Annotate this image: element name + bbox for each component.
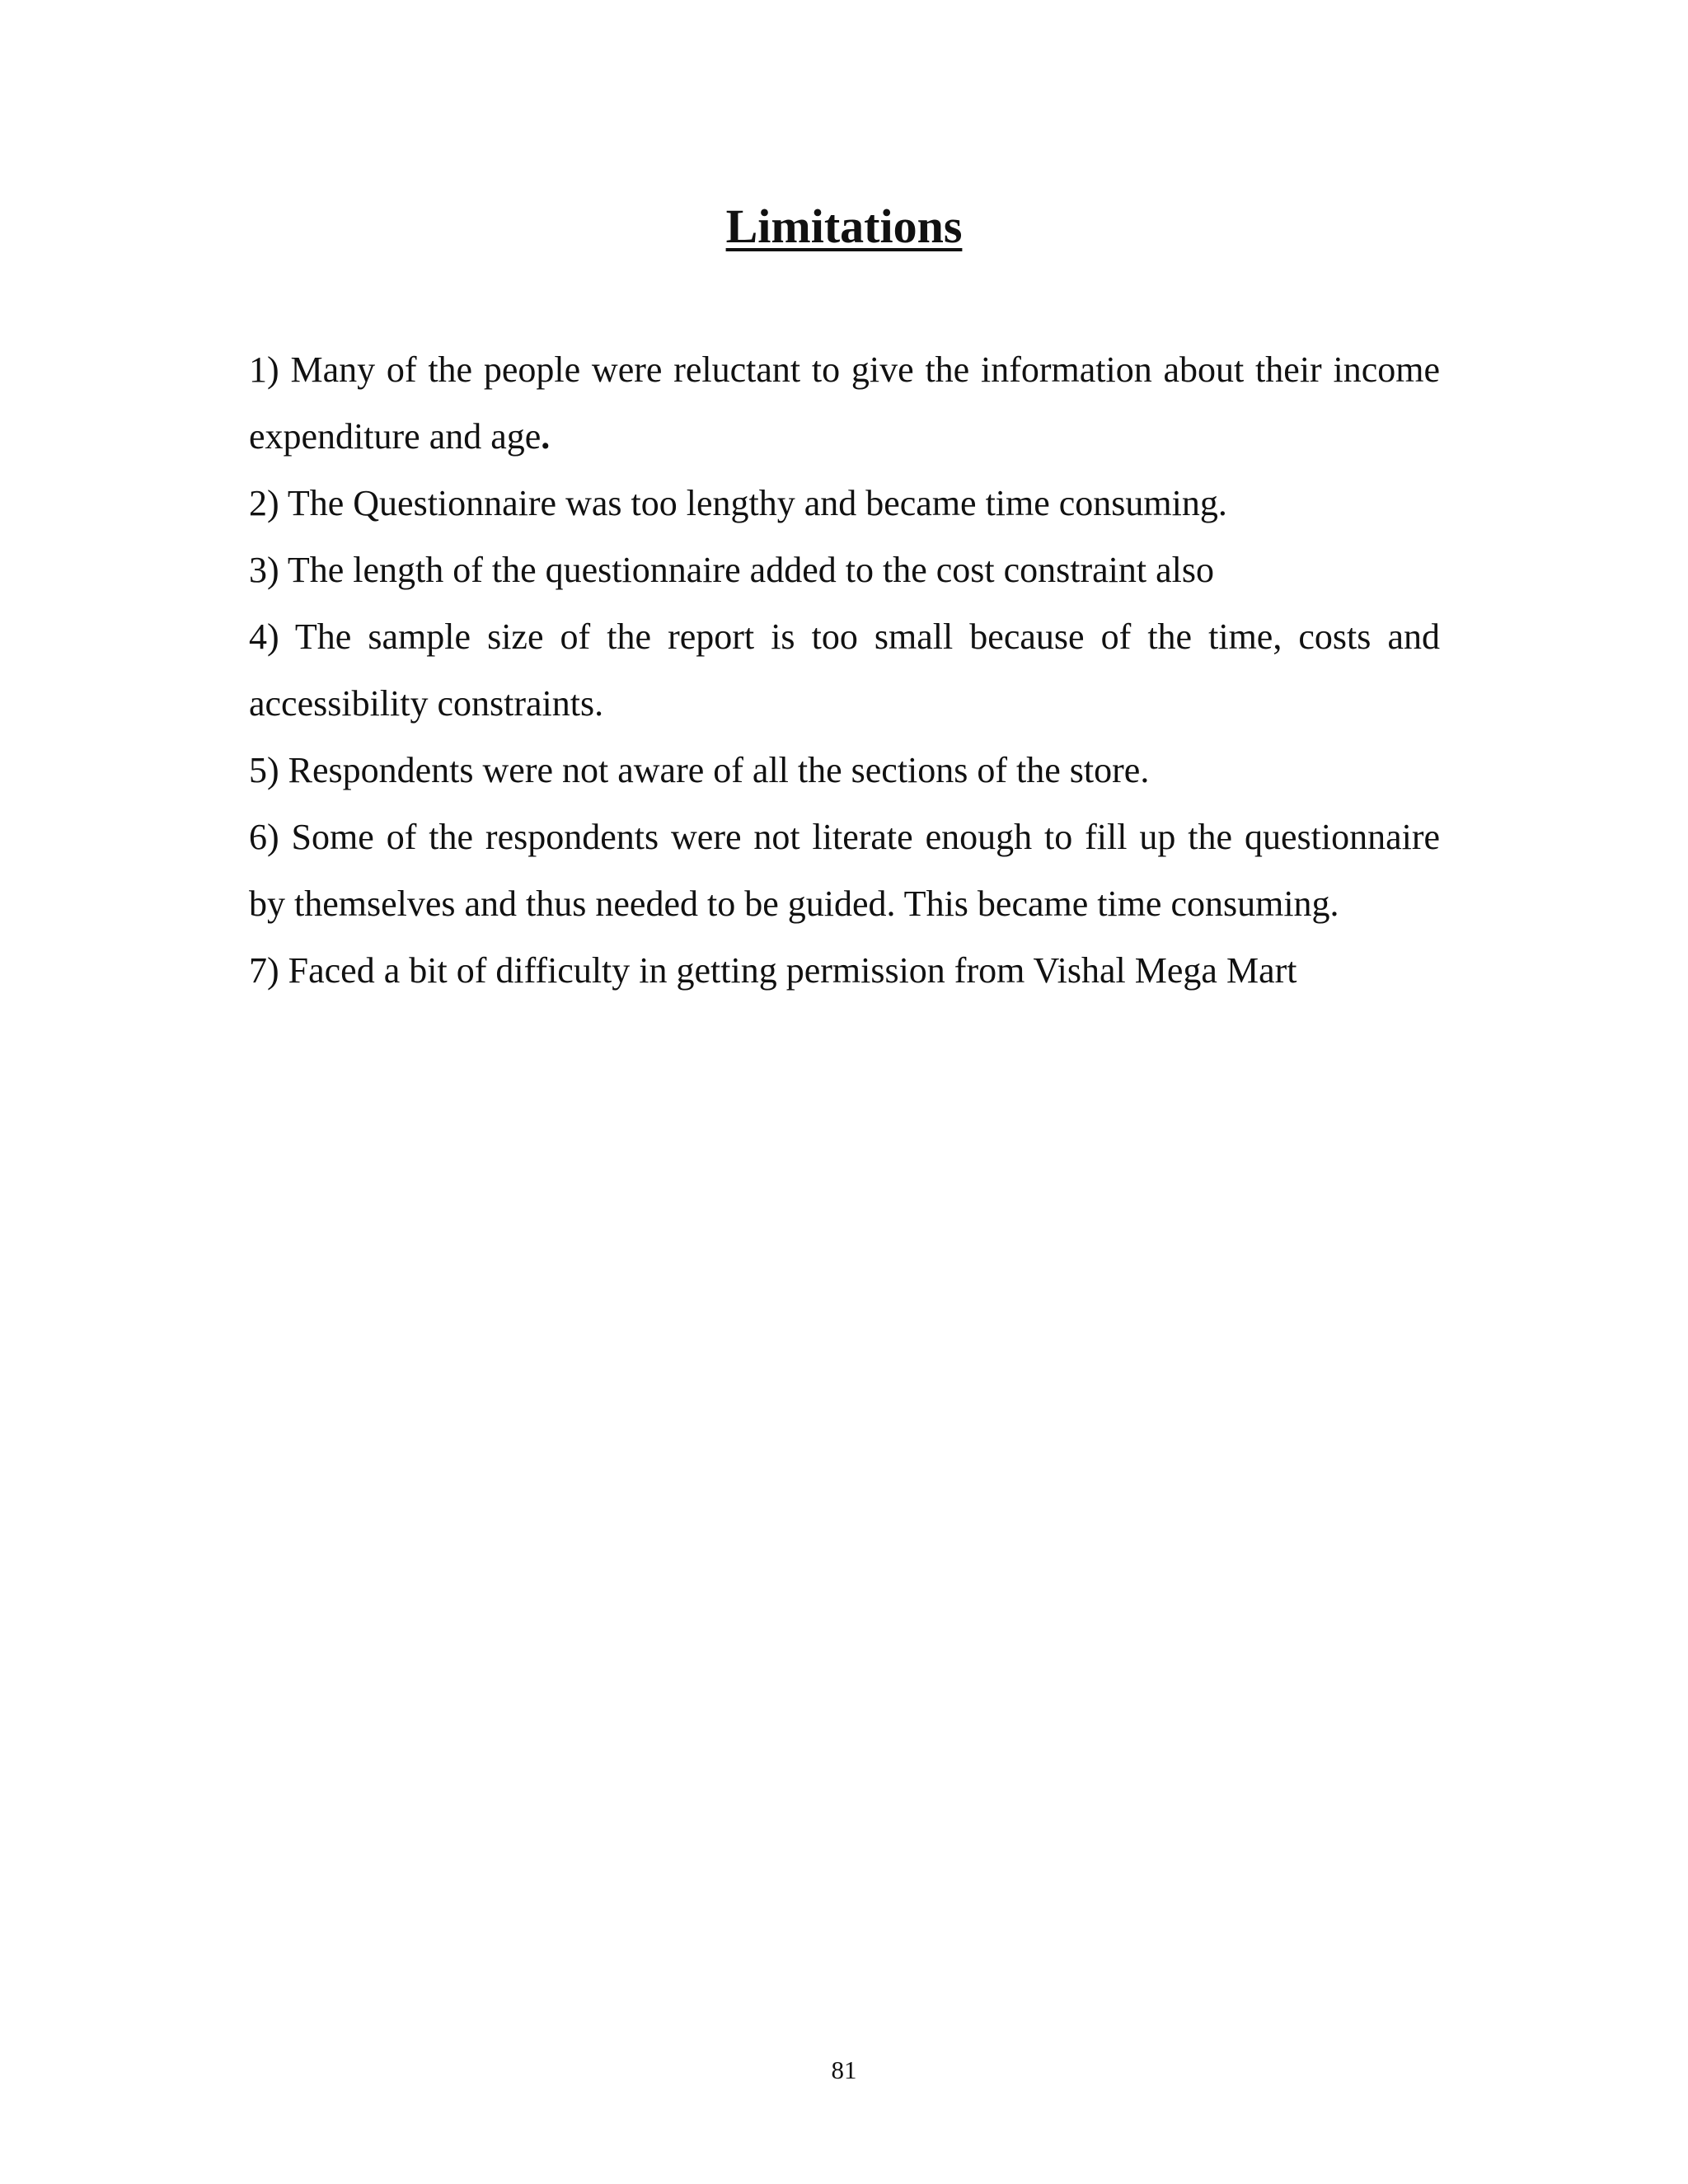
limitation-item-6: 6) Some of the respondents were not literate enough to fill up the questionnaire by themselves and thus needed to be guided. This became time consuming. — [249, 817, 1440, 924]
page-title: Limitations — [725, 199, 963, 253]
limitation-item-4: 4) The sample size of the report is too small because of the time, costs and accessibility constraints. — [249, 616, 1440, 724]
limitation-item-7: 7) Faced a bit of difficulty in getting permission from Vishal Mega Mart — [249, 950, 1297, 991]
limitation-item-2: 2) The Questionnaire was too lengthy and became time consuming. — [249, 483, 1227, 523]
page-number: 81 — [831, 2055, 857, 2084]
limitation-item-5: 5) Respondents were not aware of all the sections of the store. — [249, 750, 1150, 790]
limitation-item-1-text: 1) Many of the people were reluctant to give the information about their income expenditure and age — [249, 349, 1440, 457]
limitation-item-1 — [249, 336, 1440, 470]
limitations-list — [249, 336, 1440, 1004]
limitation-item-1-bold-period: . — [541, 416, 551, 457]
limitation-item-3: 3) The length of the questionnaire added to the cost constraint also — [249, 550, 1214, 590]
